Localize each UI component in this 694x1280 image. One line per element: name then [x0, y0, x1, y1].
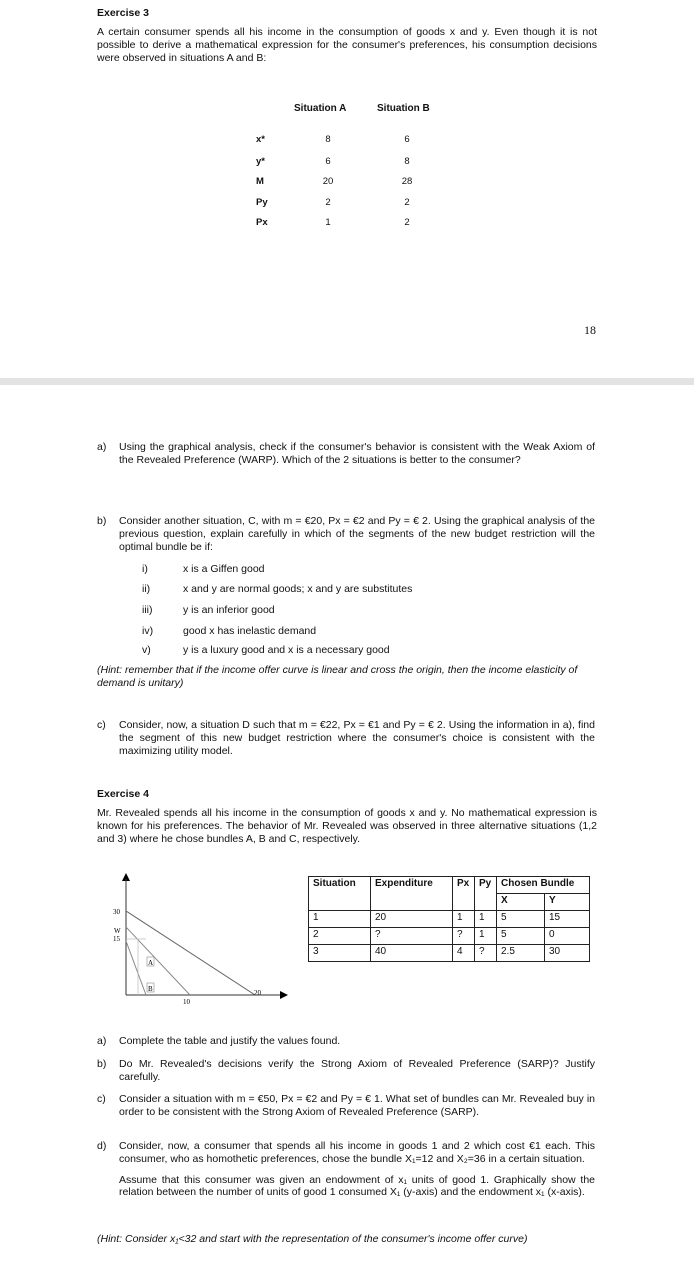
exercise-4-intro: Mr. Revealed spends all his income in the consumption of goods x and y. No mathematical expression is known for his preferences. The behavior of Mr. Revealed was observed in three alternative situations (1,2 and 3) where he chose bundles A, B and C, respectively. — [97, 807, 597, 845]
exercise-4-title: Exercise 4 — [97, 788, 149, 800]
cell: ? — [475, 945, 497, 962]
question-tag: c) — [97, 719, 106, 731]
cell: 20 — [371, 911, 453, 928]
cell: 1 — [475, 911, 497, 928]
cell: 15 — [545, 911, 590, 928]
cell: 5 — [497, 928, 545, 945]
question-text: Consider another situation, C, with m = €20, Px = €2 and Py = € 2. Using the graphical analysis of the previous question, explain carefully in which of the segments of the new budget restriction will the optimal bundle be if: — [119, 515, 595, 553]
exercise-3-title: Exercise 3 — [97, 7, 149, 19]
exercise-3-intro: A certain consumer spends all his income in the consumption of goods x and y. Even though it is not possible to derive a mathematical expression for the consumer's preferences, his consumption decisions were observed in situations A and B: — [97, 26, 597, 64]
header-expenditure: Expenditure — [371, 877, 453, 911]
table-row — [0, 197, 410, 213]
header-y: Y — [545, 894, 590, 911]
cell: 0 — [545, 928, 590, 945]
question-text: Complete the table and justify the values found. — [119, 1035, 341, 1047]
page-number: 18 — [584, 323, 596, 337]
table-row — [309, 928, 590, 945]
y-tick-30: 30 — [113, 908, 120, 916]
question-tag: b) — [97, 1058, 107, 1070]
item-number: iii) — [142, 604, 153, 616]
question-tag: a) — [97, 441, 107, 453]
budget-line-3 — [126, 941, 146, 995]
row-label: Px — [256, 217, 268, 228]
budget-graph — [112, 869, 292, 1009]
cell: 5 — [497, 911, 545, 928]
exercise-4-question-a — [97, 1035, 595, 1048]
value-a: 1 — [325, 217, 331, 228]
cell: 40 — [371, 945, 453, 962]
hint-text: (Hint: remember that if the income offer curve is linear and cross the origin, then the income elasticity of demand is unitary) — [97, 664, 578, 689]
exercise-3-hint — [97, 664, 597, 690]
value-a: 8 — [325, 134, 331, 145]
row-label: x* — [256, 134, 265, 145]
point-a-label: A — [148, 959, 154, 967]
row-label: y* — [256, 156, 265, 167]
header-situation: Situation — [309, 877, 371, 911]
item-text: y is an inferior good — [183, 604, 275, 616]
cell: 1 — [475, 928, 497, 945]
question-tag: c) — [97, 1093, 106, 1105]
row-label: Py — [256, 197, 268, 208]
question-text-continued: Assume that this consumer was given an endowment of x₁ units of good 1. Graphically show the relation between the number of units of good 1 consumed X₁ (y-axis) and the endowment x₁ (x-axis). — [119, 1173, 595, 1199]
exercise-4-question-d — [97, 1140, 595, 1199]
table-row — [309, 911, 590, 928]
value-a: 20 — [322, 176, 334, 187]
value-a: 2 — [325, 197, 331, 208]
cell: 1 — [453, 911, 475, 928]
item-text: x and y are normal goods; x and y are substitutes — [183, 583, 413, 595]
header-py: Py — [475, 877, 497, 911]
value-b: 2 — [404, 217, 410, 228]
exercise-3-question-b — [97, 515, 595, 553]
cell: 3 — [309, 945, 371, 962]
budget-line-1 — [126, 911, 255, 995]
item-text: x is a Giffen good — [183, 563, 265, 575]
question-tag: a) — [97, 1035, 107, 1047]
value-b: 6 — [404, 134, 410, 145]
situation-a-header: Situation A — [294, 103, 347, 114]
page-separator — [0, 378, 694, 385]
cell: 4 — [453, 945, 475, 962]
cell: 2 — [309, 928, 371, 945]
value-b: 2 — [404, 197, 410, 208]
page-1 — [0, 0, 694, 378]
item-number: ii) — [142, 583, 151, 595]
cell: ? — [453, 928, 475, 945]
bundles-table — [308, 876, 590, 962]
question-text: Consider, now, a situation D such that m = €22, Px = €1 and Py = € 2. Using the information in a), find the segment of this new budget restriction where the consumer's choice is consistent with the maximizing utility model. — [119, 719, 595, 757]
cell: 30 — [545, 945, 590, 962]
table-row — [309, 945, 590, 962]
exercise-3-question-c — [97, 719, 595, 757]
question-text: Consider, now, a consumer that spends all his income in goods 1 and 2 which cost €1 each. This consumer, who as homothetic preferences, chose the bundle X₁=12 and X₂=36 in a certain situation. — [119, 1140, 595, 1165]
row-label: M — [256, 176, 264, 187]
value-b: 8 — [404, 156, 410, 167]
page-2 — [0, 385, 694, 1280]
item-number: i) — [142, 563, 148, 575]
table-row — [0, 134, 410, 150]
y-tick-15: 15 — [113, 935, 120, 943]
table-row — [0, 156, 410, 172]
table-row — [0, 176, 413, 192]
hint-text: (Hint: Consider x₁<32 and start with the representation of the consumer's income offer curve) — [97, 1233, 528, 1245]
cell: 2.5 — [497, 945, 545, 962]
point-b-label: B — [148, 985, 153, 993]
cell: 1 — [309, 911, 371, 928]
x-axis-arrow — [280, 991, 288, 999]
item-text: y is a luxury good and x is a necessary good — [183, 644, 390, 656]
value-b: 28 — [401, 176, 413, 187]
y-tick-w: W — [114, 927, 121, 935]
item-text: good x has inelastic demand — [183, 625, 317, 637]
header-chosen-bundle: Chosen Bundle — [497, 877, 590, 894]
table-row — [0, 217, 410, 233]
x-tick-10: 10 — [183, 998, 190, 1006]
exercise-4-hint — [97, 1233, 597, 1246]
x-tick-20: 20 — [254, 989, 261, 997]
exercise-4-question-c — [97, 1093, 595, 1119]
value-a: 6 — [325, 156, 331, 167]
exercise-4-question-b — [97, 1058, 595, 1084]
item-number: v) — [142, 644, 151, 656]
exercise-3-question-a — [97, 441, 595, 467]
question-text: Do Mr. Revealed's decisions verify the Strong Axiom of Revealed Preference (SARP)? Justify carefully. — [119, 1058, 595, 1083]
question-tag: b) — [97, 515, 107, 527]
question-tag: d) — [97, 1140, 107, 1152]
cell: ? — [371, 928, 453, 945]
header-px: Px — [453, 877, 475, 911]
header-x: X — [497, 894, 545, 911]
question-text: Consider a situation with m = €50, Px = €2 and Py = € 1. What set of bundles can Mr. Revealed buy in order to be consistent with the Strong Axiom of Revealed Preference (SARP). — [119, 1093, 595, 1118]
item-number: iv) — [142, 625, 154, 637]
budget-line-2 — [126, 927, 190, 995]
situation-b-header: Situation B — [377, 103, 430, 114]
question-text: Using the graphical analysis, check if the consumer's behavior is consistent with the Weak Axiom of the Revealed Preference (WARP). Which of the 2 situations is better to the consumer? — [119, 441, 595, 466]
